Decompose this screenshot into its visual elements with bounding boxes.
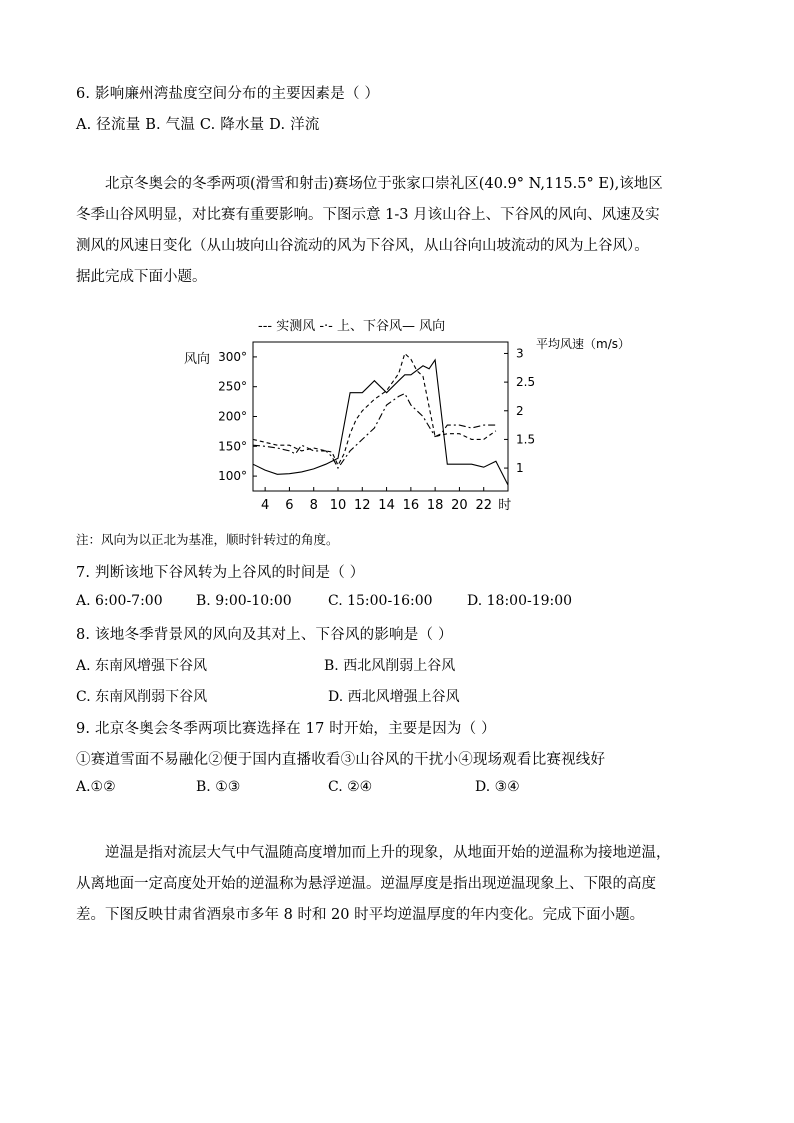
passage-temperature-inversion (76, 838, 726, 931)
q7-option-c: C. 15:00-16:00 (328, 593, 433, 609)
passage2-line: 逆温是指对流层大气中气温随高度增加而上升的现象，从地面开始的逆温称为接地逆温， (105, 845, 671, 861)
left-tick-label: 150° (218, 439, 247, 454)
x-tick-label: 6 (285, 498, 294, 513)
passage-winter-olympics (76, 169, 726, 293)
q8-stem: 8. 该地冬季背景风的风向及其对上、下谷风的影响是（ ） (76, 627, 453, 643)
q7-option-d: D. 18:00-19:00 (467, 593, 573, 609)
wind-direction-line (253, 360, 508, 485)
axes-ticks (218, 346, 535, 513)
passage2-line: 从离地面一定高度处开始的逆温称为悬浮逆温。逆温厚度是指出现逆温现象上、下限的高度 (76, 876, 656, 892)
q8-option-b: B. 西北风削弱上谷风 (324, 658, 456, 674)
right-tick-label: 1 (516, 461, 524, 476)
passage1-line: 北京冬奥会的冬季两项(滑雪和射击)赛场位于张家口崇礼区(40.9° N,115.5° E),该地区 (105, 176, 663, 192)
series-lines (253, 354, 508, 486)
q7-option-a: A. 6:00-7:00 (76, 593, 163, 609)
x-tick-label: 4 (261, 498, 270, 513)
x-tick-label: 12 (354, 498, 371, 513)
q8-option-a: A. 东南风增强下谷风 (76, 658, 208, 674)
left-axis-label: 风向 (184, 352, 211, 367)
left-tick-label: 250° (218, 379, 247, 394)
passage1-line: 测风的风速日变化（从山坡向山谷流动的风为下谷风，从山谷向山坡流动的风为上谷风）。 (76, 238, 649, 254)
x-tick-label: 10 (329, 498, 347, 513)
q9-option-d: D. ③④ (475, 779, 520, 795)
q6-stem: 6. 影响廉州湾盐度空间分布的主要因素是（ ） (76, 86, 380, 102)
x-tick-label: 18 (426, 498, 444, 513)
passage1-line: 冬季山谷风明显，对比赛有重要影响。下图示意 1-3 月该山谷上、下谷风的风向、风速及实 (76, 207, 660, 223)
q9-option-a: A.①② (76, 779, 116, 795)
x-unit-label: 时 (498, 498, 512, 513)
left-tick-label: 100° (218, 469, 247, 484)
x-tick-label: 22 (475, 498, 492, 513)
x-tick-label: 16 (402, 498, 420, 513)
chart-note: 注：风向为以正北为基准，顺时针转过的角度。 (76, 532, 339, 547)
q7-stem: 7. 判断该地下谷风转为上谷风的时间是（ ） (76, 565, 365, 581)
valley-wind-line (253, 394, 496, 469)
left-tick-label: 300° (218, 349, 247, 364)
right-tick-label: 2.5 (516, 375, 536, 390)
q9-items: ①赛道雪面不易融化②便于国内直播收看③山谷风的干扰小④现场观看比赛视线好 (76, 752, 606, 768)
passage1-line: 据此完成下面小题。 (76, 269, 207, 285)
measured-wind-line (253, 354, 496, 466)
right-tick-label: 1.5 (516, 432, 536, 447)
q9-option-c: C. ②④ (328, 779, 373, 795)
q8-option-c: C. 东南风削弱下谷风 (76, 689, 208, 705)
x-tick-label: 14 (378, 498, 395, 513)
left-tick-label: 200° (218, 409, 247, 424)
chart-legend: --- 实测风 -·- 上、下谷风— 风向 (258, 319, 446, 334)
q9-option-b: B. ①③ (196, 779, 241, 795)
q8-option-d: D. 西北风增强上谷风 (328, 689, 460, 705)
right-tick-label: 3 (516, 346, 524, 361)
right-tick-label: 2 (516, 403, 524, 418)
x-tick-label: 20 (451, 498, 468, 513)
q6-options: A. 径流量 B. 气温 C. 降水量 D. 洋流 (76, 117, 320, 133)
q9-stem: 9. 北京冬奥会冬季两项比赛选择在 17 时开始，主要是因为（ ） (76, 721, 496, 737)
right-axis-label: 平均风速（m/s） (536, 337, 630, 351)
x-tick-label: 8 (309, 498, 318, 513)
valley-wind-chart (180, 310, 650, 520)
passage2-line: 差。下图反映甘肃省酒泉市多年 8 时和 20 时平均逆温厚度的年内变化。完成下面小题。 (76, 907, 645, 923)
q7-option-b: B. 9:00-10:00 (196, 593, 292, 609)
